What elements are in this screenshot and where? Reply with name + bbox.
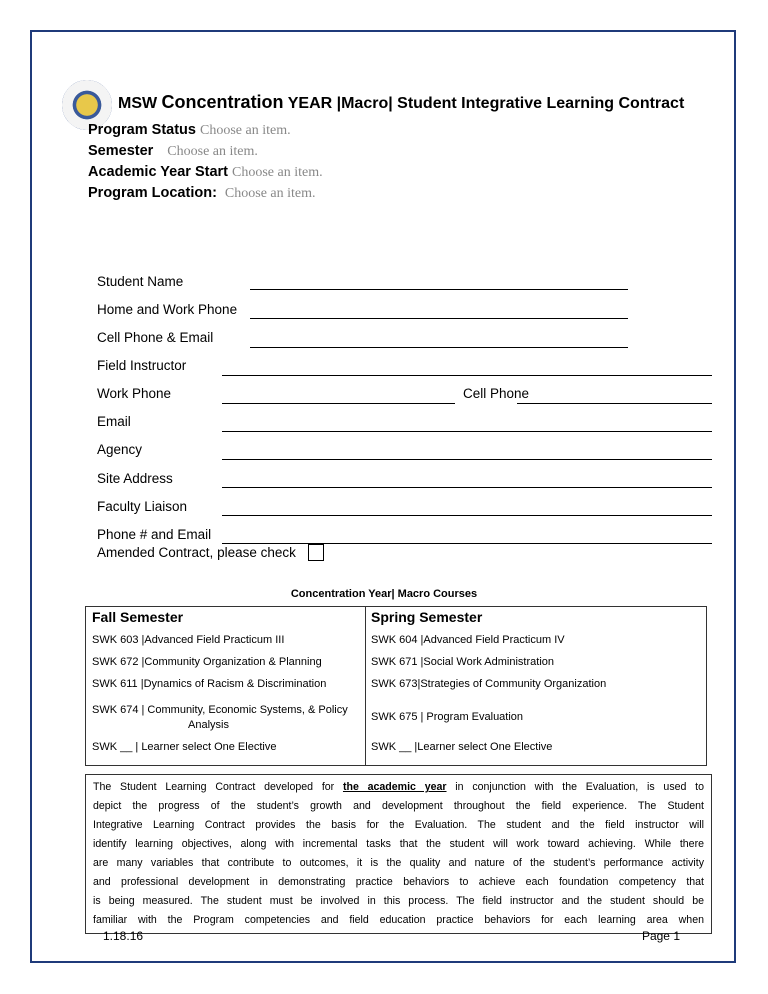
- paragraph-line: and professional development in demonstrating practice behaviors to achieve each foundation competency that: [93, 876, 704, 888]
- cell-email-input[interactable]: [250, 347, 628, 348]
- spring-course: SWK __ |Learner select One Elective: [371, 741, 553, 753]
- spring-course: SWK 604 |Advanced Field Practicum IV: [371, 634, 565, 646]
- faculty-liaison-input[interactable]: [222, 515, 712, 516]
- fall-semester-header: Fall Semester: [92, 609, 184, 625]
- fall-course: SWK __ | Learner select One Elective: [92, 741, 277, 753]
- fall-course: SWK 611 |Dynamics of Racism & Discrimination: [92, 678, 327, 690]
- fall-course-continued: Analysis: [188, 719, 229, 731]
- site-address-input[interactable]: [222, 487, 712, 488]
- academic-year-field: Academic Year Start Choose an item.: [88, 164, 323, 180]
- spring-course: SWK 673|Strategies of Community Organization: [371, 678, 607, 690]
- agency-label: Agency: [97, 442, 143, 457]
- fall-course: SWK 603 |Advanced Field Practicum III: [92, 634, 285, 646]
- fall-course: SWK 672 |Community Organization & Planning: [92, 656, 322, 668]
- cell-phone-label: Cell Phone: [463, 386, 530, 401]
- home-work-phone-input[interactable]: [250, 318, 628, 319]
- program-location-dropdown[interactable]: Choose an item.: [224, 186, 316, 201]
- paragraph-line: is being measured. The student must be involved in this process. The field instructor and the student should be: [93, 895, 704, 907]
- courses-table: [85, 606, 707, 766]
- phone-email-input[interactable]: [222, 543, 712, 544]
- field-instructor-label: Field Instructor: [97, 358, 187, 373]
- page-number: Page 1: [641, 929, 680, 943]
- contract-description-box: [85, 774, 712, 934]
- work-phone-label: Work Phone: [97, 386, 172, 401]
- column-divider: [365, 607, 366, 765]
- paragraph-line: depict the progress of the student’s growth and development throughout the field experience. The Student: [93, 800, 704, 812]
- email-label: Email: [97, 414, 131, 429]
- agency-input[interactable]: [222, 459, 712, 460]
- phone-email-label: Phone # and Email: [97, 527, 212, 542]
- spring-course: SWK 671 |Social Work Administration: [371, 656, 555, 668]
- site-address-label: Site Address: [97, 471, 173, 486]
- academic-year-dropdown[interactable]: Choose an item.: [231, 165, 323, 180]
- home-work-phone-label: Home and Work Phone: [97, 302, 238, 317]
- student-name-input[interactable]: [250, 289, 628, 290]
- amended-contract-label: Amended Contract, please check: [97, 545, 296, 560]
- paragraph-line: Integrative Learning Contract provides the basis for the Evaluation. The student and the field instructor will: [93, 819, 704, 831]
- paragraph-line: The Student Learning Contract developed for the academic year in conjunction with the Evaluation, is used to: [93, 781, 704, 793]
- paragraph-line: identify learning objectives, along with incremental tasks that the student will work toward achieving. While there: [93, 838, 704, 850]
- program-status-field: Program Status Choose an item.: [88, 122, 291, 138]
- student-name-label: Student Name: [97, 274, 184, 289]
- semester-field: Semester Choose an item.: [88, 143, 258, 159]
- paragraph-line: are many variables that contribute to outcomes, it is the quality and nature of the student’s performance activity: [93, 857, 704, 869]
- courses-caption: Concentration Year| Macro Courses: [290, 588, 478, 600]
- spring-course: SWK 675 | Program Evaluation: [371, 711, 524, 723]
- cell-phone-input[interactable]: [517, 403, 712, 404]
- program-location-field: Program Location: Choose an item.: [88, 185, 316, 201]
- semester-dropdown[interactable]: Choose an item.: [167, 144, 258, 159]
- faculty-liaison-label: Faculty Liaison: [97, 499, 188, 514]
- document-title: MSW Concentration YEAR |Macro| Student Integrative Learning Contract: [118, 92, 685, 112]
- field-instructor-input[interactable]: [222, 375, 712, 376]
- paragraph-line: familiar with the Program competencies and field education practice behaviors for each learning area when: [93, 914, 704, 926]
- work-phone-input[interactable]: [222, 403, 455, 404]
- cell-email-label: Cell Phone & Email: [97, 330, 214, 345]
- spring-semester-header: Spring Semester: [371, 609, 483, 625]
- footer-date: 1.18.16: [103, 929, 144, 943]
- email-input[interactable]: [222, 431, 712, 432]
- program-status-dropdown[interactable]: Choose an item.: [199, 123, 291, 138]
- amended-contract-checkbox[interactable]: [308, 544, 324, 561]
- fall-course: SWK 674 | Community, Economic Systems, & Policy: [92, 704, 348, 716]
